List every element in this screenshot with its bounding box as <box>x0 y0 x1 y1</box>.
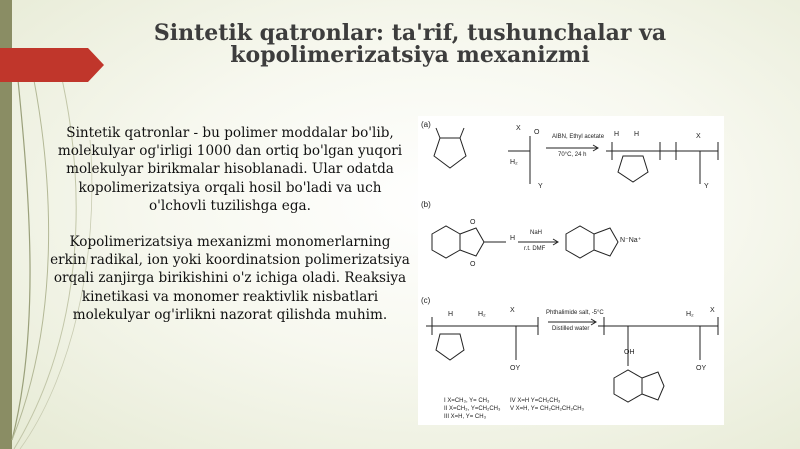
reagent-b: NaH <box>530 230 543 236</box>
svg-text:H: H <box>614 131 620 138</box>
svg-text:Y: Y <box>704 183 709 190</box>
condition-a: 70°C, 24 h <box>558 152 587 158</box>
panel-label-b: (b) <box>421 200 431 209</box>
body-text <box>50 124 410 342</box>
svg-text:H: H <box>634 131 640 138</box>
svg-text:OY: OY <box>696 365 707 372</box>
paragraph-mechanism: Kopolimerizatsiya mexanizmi monomerlarning erkin radikal, ion yoki koordinatsion polimerizatsiya orqali zanjirga birikishini o'z ichiga oladi. Reaksiya kinetikasi va monomer reaktivlik nisbatlari molekulyar og'irlikni nazorat qilishda muhim. <box>50 234 410 323</box>
svg-text:H₂: H₂ <box>478 311 486 318</box>
svg-text:H₂: H₂ <box>686 311 694 318</box>
slide-title: Sintetik qatronlar: ta'rif, tushunchalar va kopolimerizatsiya mexanizmi <box>153 20 667 68</box>
svg-text:OH: OH <box>624 349 635 356</box>
condition-c: Distilled water <box>552 326 590 332</box>
panel-label-c: (c) <box>421 296 431 305</box>
reaction-scheme-figure <box>418 116 724 425</box>
svg-text:OY: OY <box>510 365 521 372</box>
svg-text:Y: Y <box>538 183 543 190</box>
svg-text:O: O <box>470 219 476 226</box>
svg-text:X: X <box>696 133 701 140</box>
svg-text:H₂: H₂ <box>510 159 518 166</box>
reagent-c: Phthalimide salt, -5°C <box>546 310 604 316</box>
svg-text:X: X <box>710 307 715 314</box>
legend-item: IV X=H Y=CH₂CH₃ <box>510 398 561 404</box>
legend-item: V X=H, Y= CH₂CH₂CH₂CH₃ <box>510 406 585 412</box>
paragraph-definition: Sintetik qatronlar - bu polimer moddalar bo'lib, molekulyar og'irligi 1000 dan ortiq bo'lgan yuqori molekulyar birikmalar hisoblanadi. Ular odatda kopolimerizatsiya orqali hosil bo'ladi va uch o'lchovli tuzilishga ega. <box>57 125 403 214</box>
svg-text:N⁻Na⁺: N⁻Na⁺ <box>620 237 642 244</box>
svg-text:O: O <box>534 129 540 136</box>
legend-item: II X=CH₃, Y=CH₂CH₃ <box>444 406 501 412</box>
panel-label-a: (a) <box>421 120 431 129</box>
legend-item: I X=CH₃, Y= CH₃ <box>444 398 490 404</box>
svg-text:O: O <box>470 261 476 268</box>
svg-text:H: H <box>510 235 516 242</box>
reagent-a: AIBN, Ethyl acetate <box>552 134 605 140</box>
legend-item: III X=H, Y= CH₃ <box>444 414 487 420</box>
svg-text:H: H <box>448 311 454 318</box>
condition-b: r.t. DMF <box>524 246 546 252</box>
svg-text:X: X <box>510 307 515 314</box>
reaction-scheme-drawing <box>418 116 724 425</box>
svg-text:X: X <box>516 125 521 132</box>
